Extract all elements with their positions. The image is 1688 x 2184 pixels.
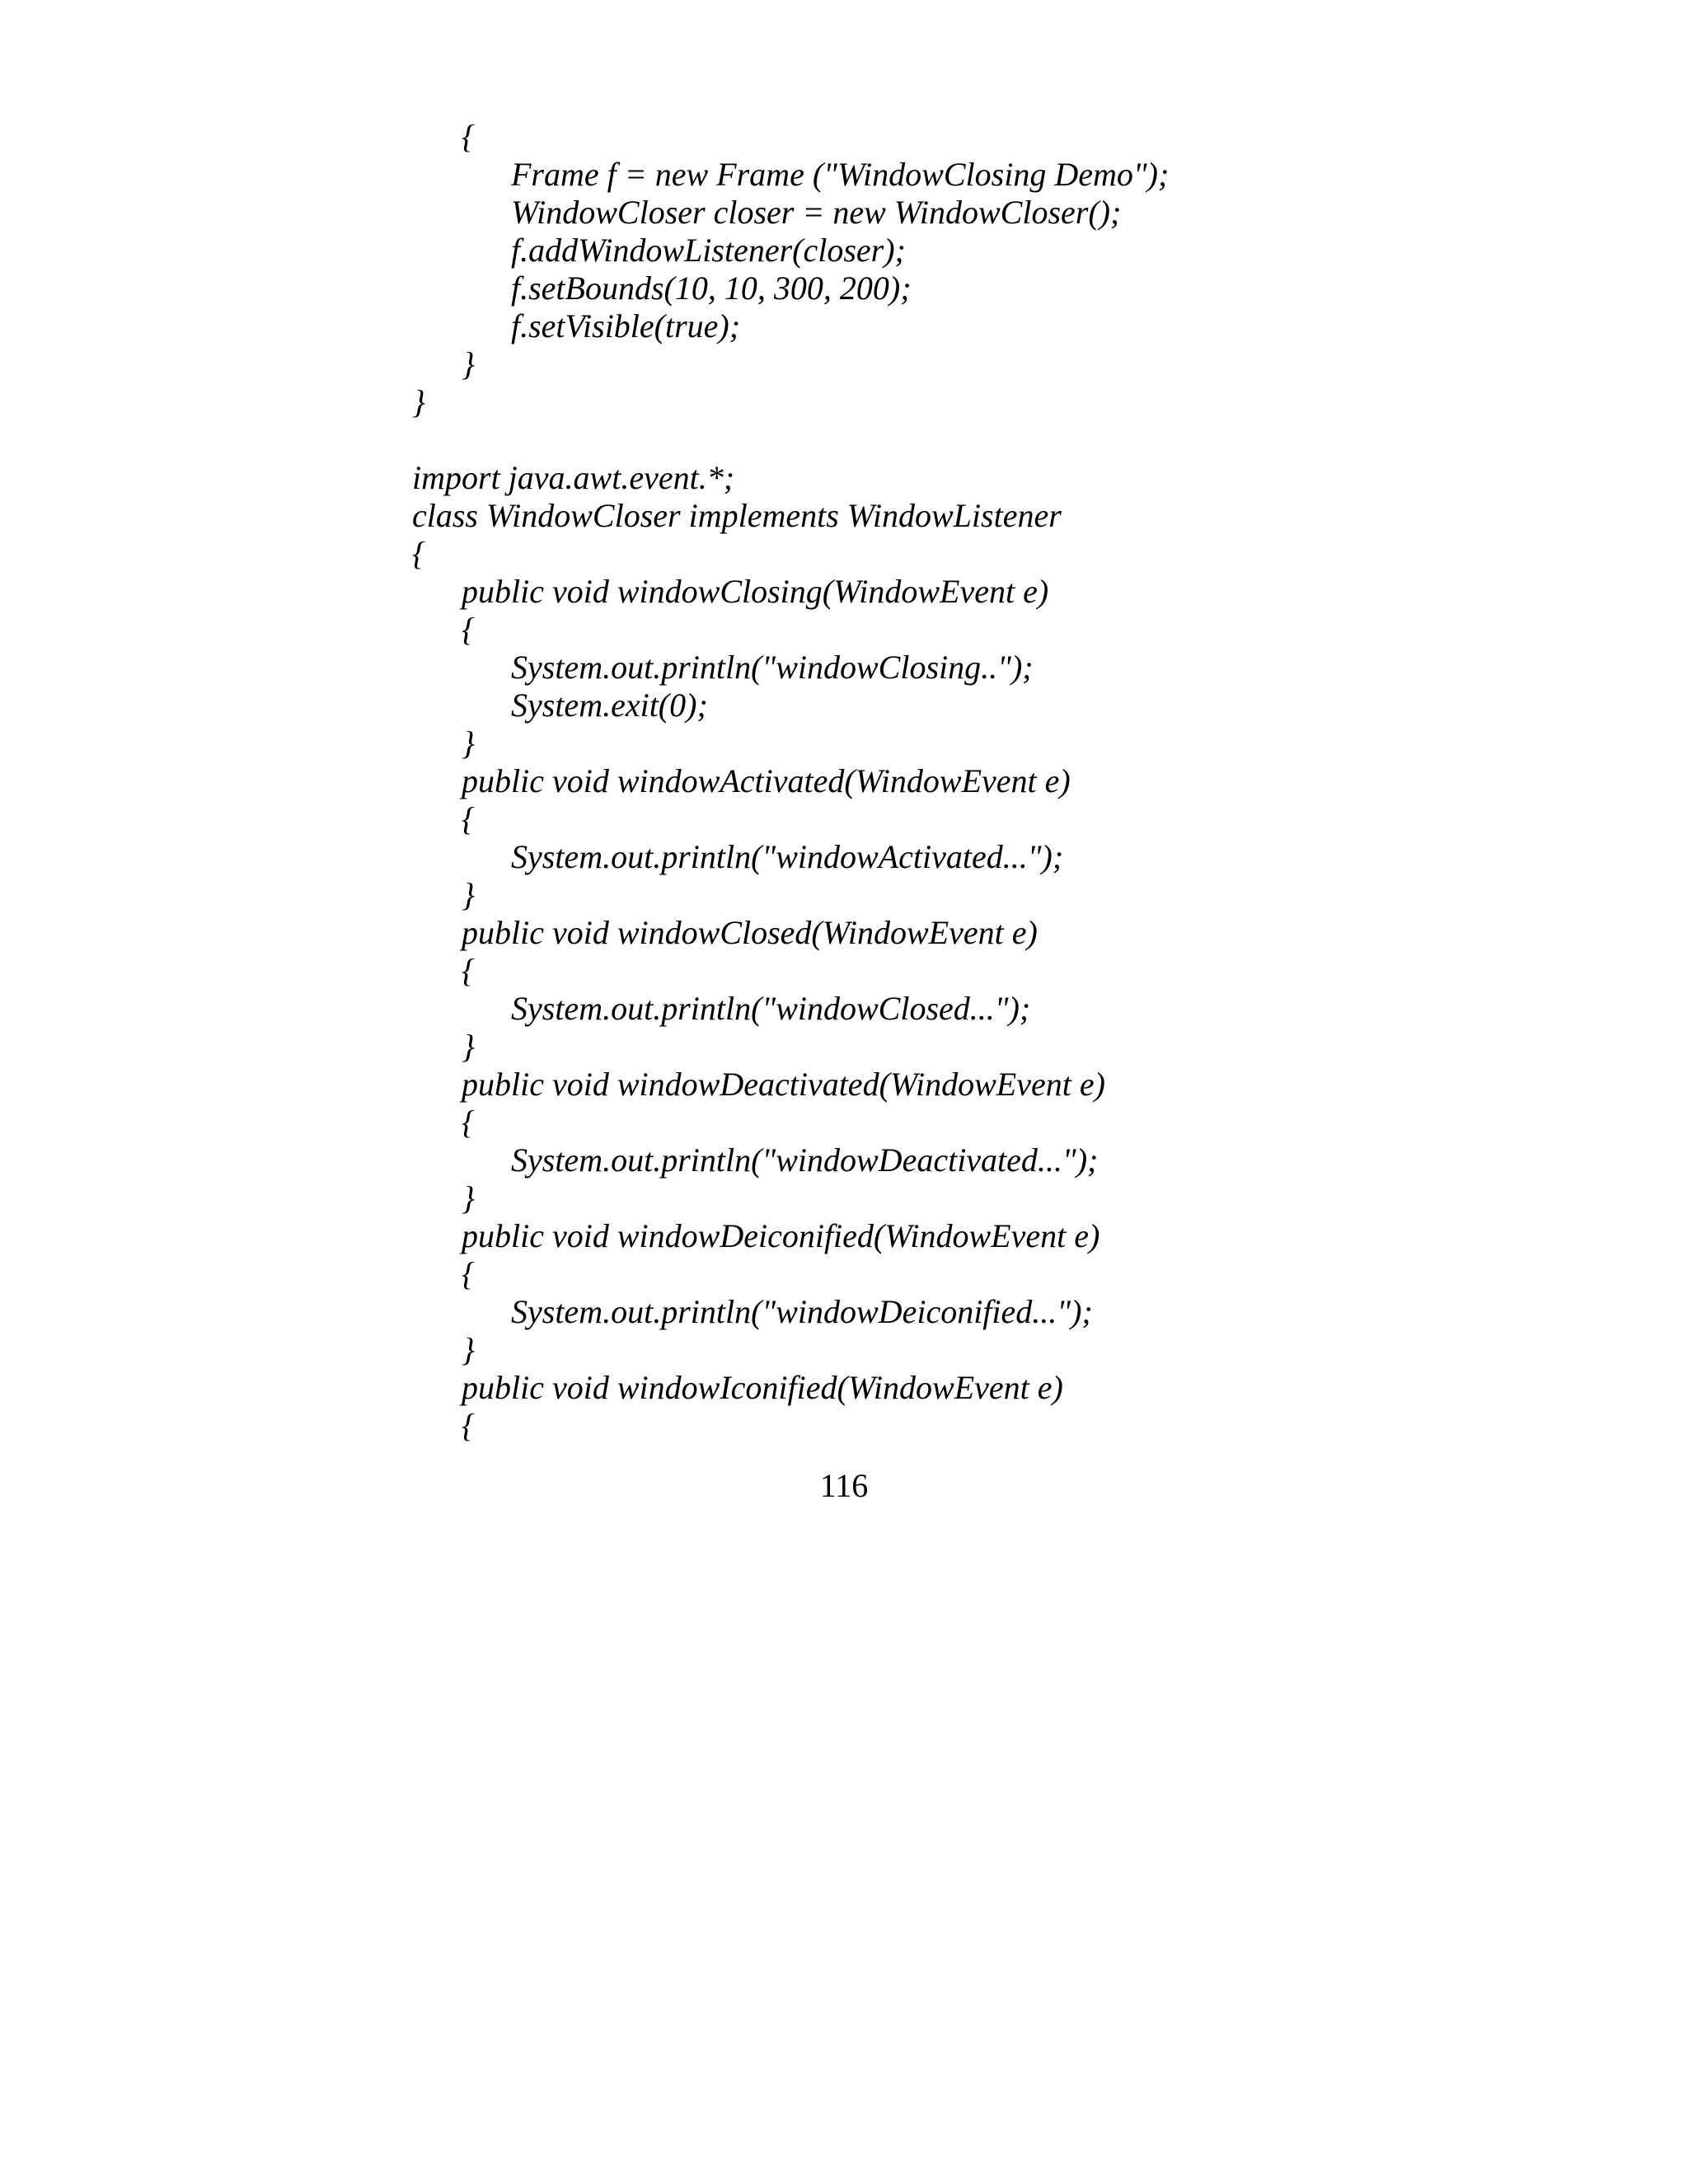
code-line: { xyxy=(462,1407,475,1444)
code-line: public void windowClosed(WindowEvent e) xyxy=(462,914,1038,951)
code-line: public void windowDeactivated(WindowEvent e) xyxy=(462,1066,1105,1103)
code-line: System.out.println("windowClosed..."); xyxy=(511,990,1031,1027)
code-line: { xyxy=(462,1255,475,1292)
code-line: } xyxy=(412,383,425,420)
code-line: } xyxy=(462,1331,475,1368)
code-line: System.out.println("windowActivated..."); xyxy=(511,838,1064,875)
code-line: { xyxy=(462,1104,475,1141)
code-line: { xyxy=(462,952,475,989)
code-line: System.out.println("windowClosing.."); xyxy=(511,649,1034,686)
code-line: { xyxy=(412,535,425,572)
page-number: 116 xyxy=(819,1467,869,1504)
code-line: } xyxy=(462,1028,475,1065)
code-line: f.addWindowListener(closer); xyxy=(511,232,906,269)
code-line: System.out.println("windowDeactivated..."); xyxy=(511,1141,1099,1179)
code-line: public void windowActivated(WindowEvent e) xyxy=(462,762,1071,799)
code-line: } xyxy=(462,876,475,913)
code-line: { xyxy=(462,118,475,155)
code-line: import java.awt.event.*; xyxy=(412,459,735,496)
code-line: { xyxy=(462,800,475,837)
code-line: f.setBounds(10, 10, 300, 200); xyxy=(511,269,912,307)
code-line: System.exit(0); xyxy=(511,687,708,724)
code-line: public void windowClosing(WindowEvent e) xyxy=(462,573,1049,610)
code-line: class WindowCloser implements WindowListener xyxy=(412,497,1062,534)
code-line: public void windowDeiconified(WindowEvent e) xyxy=(462,1217,1100,1254)
code-line: } xyxy=(462,724,475,762)
code-line: } xyxy=(462,1179,475,1216)
code-line: } xyxy=(462,345,475,382)
code-line: { xyxy=(462,611,475,648)
code-line: System.out.println("windowDeiconified..."); xyxy=(511,1293,1093,1330)
code-line: WindowCloser closer = new WindowCloser(); xyxy=(511,194,1122,231)
code-line: public void windowIconified(WindowEvent e) xyxy=(462,1369,1063,1406)
code-line: f.setVisible(true); xyxy=(511,307,741,344)
code-line: Frame f = new Frame ("WindowClosing Demo"); xyxy=(511,156,1170,193)
